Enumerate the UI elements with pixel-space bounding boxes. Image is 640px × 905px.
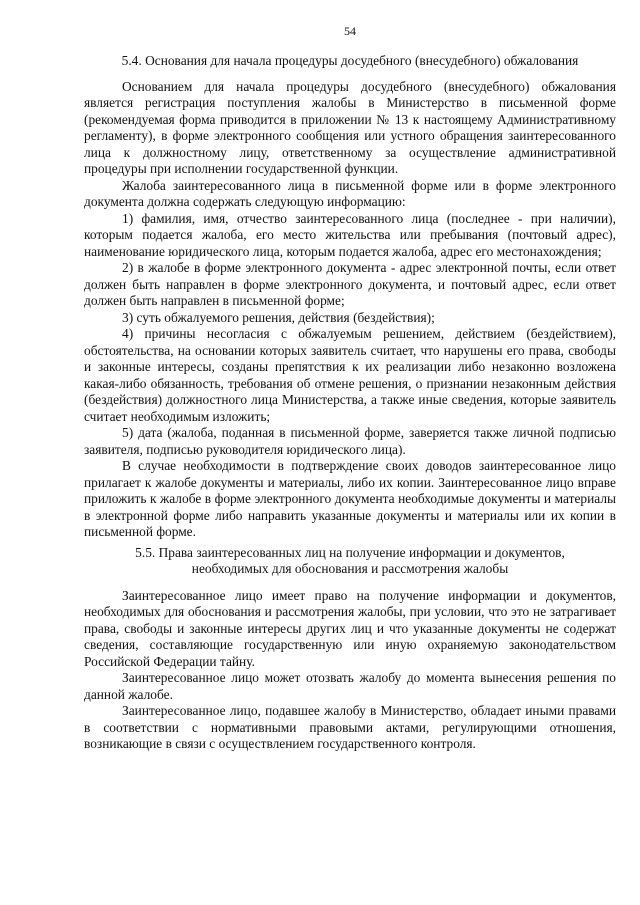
list-item: 1) фамилия, имя, отчество заинтересованного лица (последнее - при наличии), которым подается жалоба, его место жительства или пребывания (почтовый адрес), наименование юридического лица, которым подается жалоба, адрес его местонахождения;: [84, 210, 616, 259]
list-item: 5) дата (жалоба, поданная в письменной форме, заверяется также личной подписью заявителя, подписью руководителя юридического лица).: [84, 425, 616, 457]
section-title-5-5: [84, 545, 616, 578]
paragraph: Заинтересованное лицо, подавшее жалобу в Министерство, обладает иными правами в соответствии с нормативными правовыми актами, регулирующими отношения, возникающие в связи с осуществлением государственного контроля.: [84, 703, 616, 751]
section-title-line: 5.5. Права заинтересованных лиц на получение информации и документов,: [135, 544, 565, 560]
paragraph: Основанием для начала процедуры досудебного (внесудебного) обжалования является регистрация поступления жалобы в Министерство в письменной форме (рекомендуемая форма приводится в приложении № 13 к настоящему Административному регламенту), в форме электронного сообщения или устного обращения заинтересованного лица к должностному лицу, ответственному за осуществление административной процедуры при исполнении государственной функции.: [84, 78, 616, 176]
page-number: 54: [344, 24, 356, 38]
paragraph: Жалоба заинтересованного лица в письменной форме или в форме электронного документа должна содержать следующую информацию:: [84, 177, 616, 209]
section-title-line: необходимых для обоснования и рассмотрения жалобы: [191, 561, 509, 576]
section-5-4: [84, 53, 616, 541]
list-item: 4) причины несогласия с обжалуемым решением, действием (бездействием), обстоятельства, на основании которых заявитель считает, что нарушены его права, свободы и законные интересы, созданы препятствия к их реализации либо незаконно возложена какая-либо обязанность, требования об отмене решения, о признании незаконным действия (бездействия) должностного лица Министерства, а также иные сведения, которые заявитель считает необходимым изложить;: [84, 326, 616, 424]
section-5-5: [84, 545, 616, 753]
paragraph: Заинтересованное лицо может отозвать жалобу до момента вынесения решения по данной жалобе.: [84, 670, 616, 702]
paragraph: Заинтересованное лицо имеет право на получение информации и документов, необходимых для обоснования и рассмотрения жалобы, при условии, что это не затрагивает права, свободы и законные интересы других лиц и что указанные документы не содержат сведения, составляющие государственную или иную охраняемую законодательством Российской Федерации тайну.: [84, 587, 616, 669]
section-title-5-4: 5.4. Основания для начала процедуры досудебного (внесудебного) обжалования: [121, 53, 579, 68]
list-item: 3) суть обжалуемого решения, действия (бездействия);: [122, 309, 435, 325]
paragraph: В случае необходимости в подтверждение своих доводов заинтересованное лицо прилагает к жалобе документы и материалы, либо их копии. Заинтересованное лицо вправе приложить к жалобе в форме электронного документа необходимые документы и материалы в электронной форме либо направить указанные документы и материалы или их копии в письменной форме.: [84, 458, 616, 539]
list-item: 2) в жалобе в форме электронного документа - адрес электронной почты, если ответ должен быть направлен в форме электронного документа, и почтовый адрес, если ответ должен быть направлен в письменной форме;: [84, 260, 616, 308]
